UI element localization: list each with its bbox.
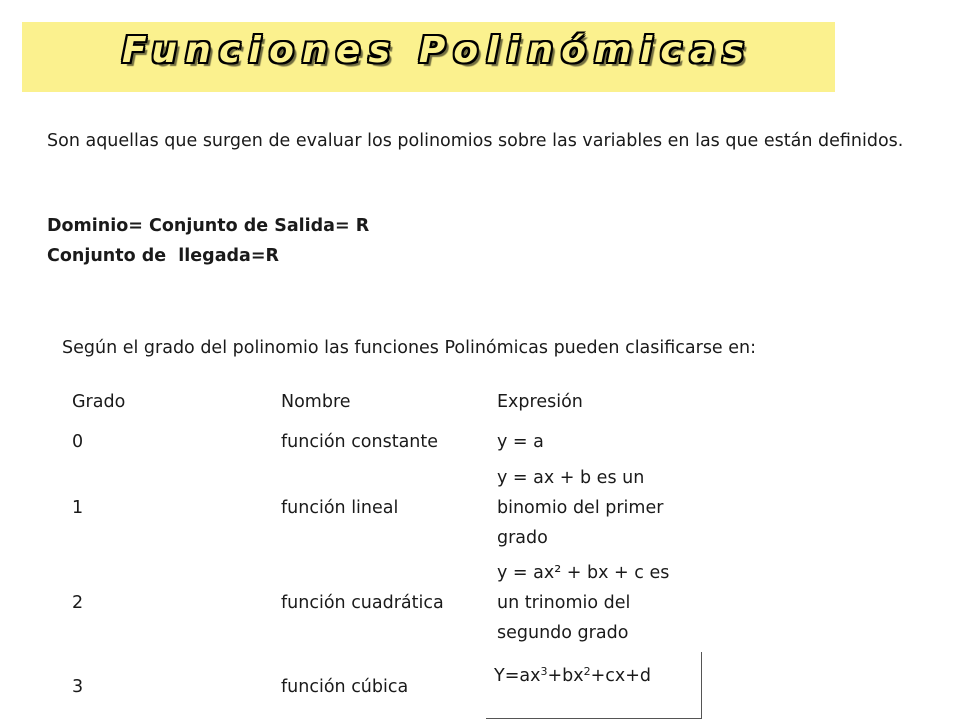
expresion-line: y = ax + b es un [497,468,645,488]
header-grado: Grado [72,392,126,412]
expr-part: +bx [547,666,584,686]
page-title: Funciones Polinómicas [122,30,753,71]
definition-paragraph: Son aquellas que surgen de evaluar los polinomios sobre las variables en las que están definidos. [47,131,904,151]
expresion-line: binomio del primer [497,498,664,518]
expr-part: +cx+d [590,666,651,686]
grado-cell: 2 [72,593,84,613]
header-expresion: Expresión [497,392,583,412]
nombre-cell: función lineal [281,498,399,518]
codomain-line: Conjunto de llegada=R [47,246,279,266]
nombre-cell: función cúbica [281,677,409,697]
expr-part: Y=ax [494,666,541,686]
expresion-line: un trinomio del [497,593,631,613]
nombre-cell: función cuadrática [281,593,444,613]
expresion-line: grado [497,528,548,548]
expresion-line: segundo grado [497,623,629,643]
grado-cell: 0 [72,432,84,452]
exponent-2: 2 [583,665,591,678]
expresion-line: y = ax² + bx + c es [497,563,670,583]
cubic-expression [494,657,651,691]
grado-cell: 3 [72,677,84,697]
grado-cell: 1 [72,498,84,518]
domain-line: Dominio= Conjunto de Salida= R [47,216,370,236]
exponent-3: 3 [540,665,548,678]
expresion-cell: y = a [497,432,544,452]
nombre-cell: función constante [281,432,439,452]
classification-intro: Según el grado del polinomio las funciones Polinómicas pueden clasificarse en: [62,338,757,358]
header-nombre: Nombre [281,392,351,412]
